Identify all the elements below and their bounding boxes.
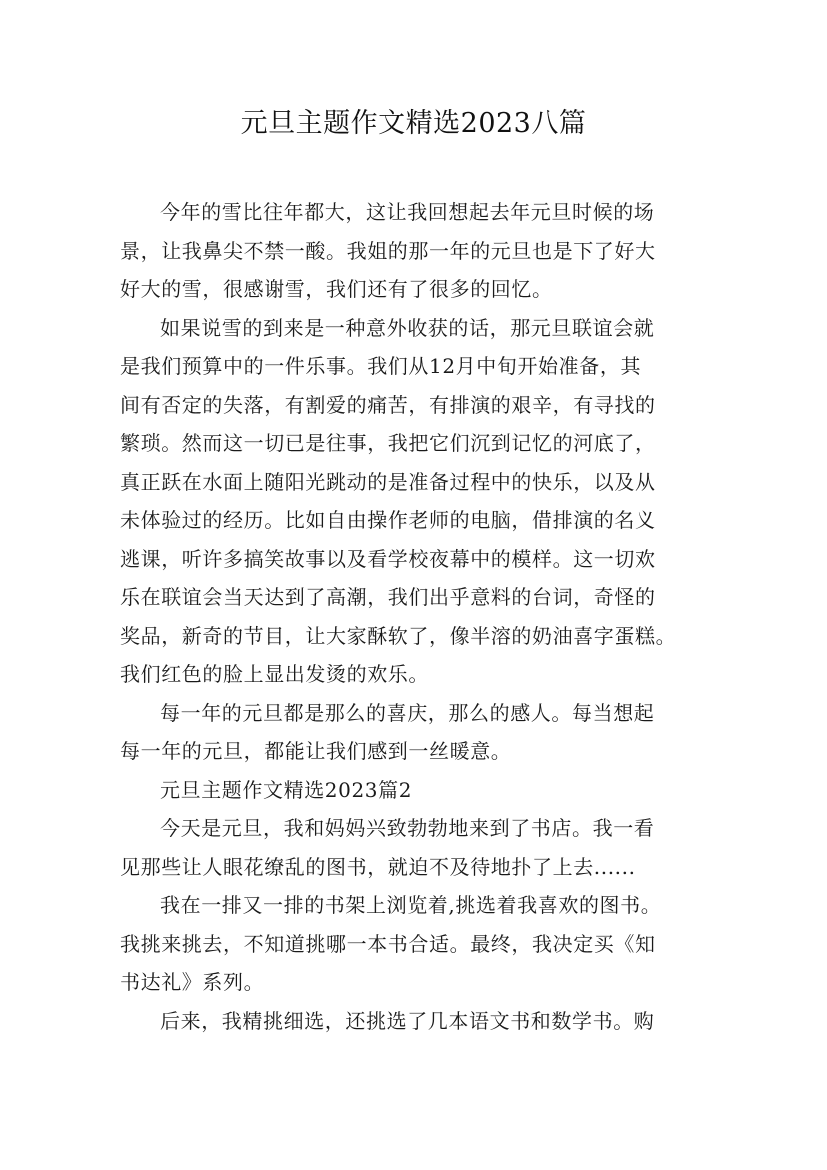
text-line: 逃课，听许多搞笑故事以及看学校夜幕中的模样。这一切欢 xyxy=(120,546,656,571)
text-line: 我在一排又一排的书架上浏览着,挑选着我喜欢的图书。 xyxy=(160,893,662,917)
text-line: 奖品，新奇的节目，让大家酥软了，像半溶的奶油喜字蛋糕。 xyxy=(120,623,677,648)
text-line: 是我们预算中的一件乐事。我们从12月中旬开始准备，其 xyxy=(120,354,642,378)
text-line: 元旦主题作文精选2023篇2 xyxy=(160,777,413,802)
text-line: 每一年的元旦，都能让我们感到一丝暖意。 xyxy=(120,739,512,763)
paragraph xyxy=(120,809,720,886)
text-line: 景，让我鼻尖不禁一酸。我姐的那一年的元旦也是下了好大 xyxy=(120,238,656,263)
text-line: 每一年的元旦都是那么的喜庆，那么的感人。每当想起 xyxy=(160,700,655,725)
section-heading xyxy=(120,771,720,810)
text-line: 今天是元旦，我和妈妈兴致勃勃地来到了书店。我一看 xyxy=(160,816,655,840)
text-line: 间有否定的失落，有割爱的痛苦，有排演的艰辛，有寻找的 xyxy=(120,392,656,417)
text-line: 真正跃在水面上随阳光跳动的是准备过程中的快乐，以及从 xyxy=(120,469,656,494)
paragraph xyxy=(120,1002,720,1041)
text-line: 未体验过的经历。比如自由操作老师的电脑，借排演的名义 xyxy=(120,508,656,532)
text-line: 乐在联谊会当天达到了高潮，我们出乎意料的台词，奇怪的 xyxy=(120,585,656,609)
text-line: 书达礼》系列。 xyxy=(120,970,265,994)
paragraph xyxy=(120,694,720,771)
paragraph xyxy=(120,309,720,694)
text-line: 好大的雪，很感谢雪，我们还有了很多的回忆。 xyxy=(120,277,553,301)
text-line: 繁琐。然而这一切已是往事，我把它们沉到记忆的河底了， xyxy=(120,431,656,455)
paragraph xyxy=(120,193,720,309)
document-body xyxy=(120,193,720,1040)
text-line: 如果说雪的到来是一种意外收获的话，那元旦联谊会就 xyxy=(160,315,655,340)
document-title: 元旦主题作文精选2023八篇 xyxy=(240,108,587,139)
text-line: 我挑来挑去，不知道挑哪一本书合适。最终，我决定买《知 xyxy=(120,931,656,956)
text-line: 见那些让人眼花缭乱的图书，就迫不及待地扑了上去...... xyxy=(120,854,636,879)
text-line: 我们红色的脸上显出发烫的欢乐。 xyxy=(120,662,429,686)
text-line: 后来，我精挑细选，还挑选了几本语文书和数学书。购 xyxy=(160,1008,655,1033)
paragraph xyxy=(120,886,720,1002)
text-line: 今年的雪比往年都大，这让我回想起去年元旦时候的场 xyxy=(160,200,655,224)
